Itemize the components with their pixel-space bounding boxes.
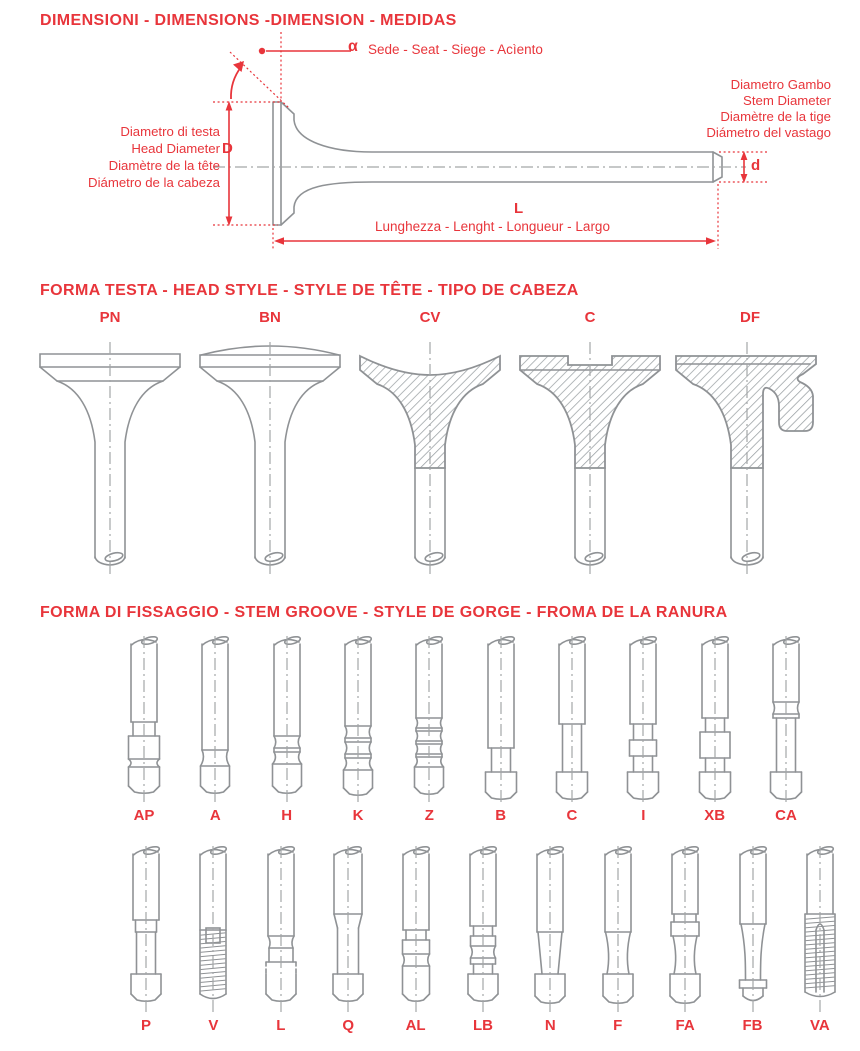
head-style-figures [30,308,830,582]
head-style-drawing-PN [30,334,190,582]
stem-groove-label: Z [424,807,434,824]
stem-groove-drawing-VA [788,844,852,1016]
head-style-title: FORMA TESTA - HEAD STYLE - STYLE DE TÊTE - TIPO DE CABEZA [40,282,579,299]
stem-groove-row-1 [112,634,818,826]
stem-groove-figure [611,634,675,826]
stem-groove-label: CA [775,807,797,824]
head-diameter-letter: D [222,140,233,157]
valve-outline [213,102,746,225]
stem-groove-drawing-AL [384,844,448,1016]
stem-groove-drawing-I [611,634,675,806]
stem-groove-drawing-V [181,844,245,1016]
alpha-symbol: α [348,38,358,55]
stem-groove-figure [540,634,604,826]
stem-groove-drawing-H [255,634,319,806]
stem-groove-figure [586,844,650,1036]
head-style-figure [510,308,670,582]
stem-groove-figure [653,844,717,1036]
head-style-label: CV [419,309,441,326]
stem-groove-label: Q [342,1017,354,1034]
stem-groove-label: A [209,807,221,824]
stem-groove-drawing-B [469,634,533,806]
stem-groove-label: L [276,1017,286,1034]
stem-groove-drawing-L [249,844,313,1016]
stem-groove-drawing-Q [316,844,380,1016]
stem-diameter-line: Diamètre de la tige [720,109,831,124]
stem-groove-label: F [613,1017,623,1034]
stem-groove-drawing-A [183,634,247,806]
stem-groove-drawing-K [326,634,390,806]
stem-groove-label: H [281,807,293,824]
stem-groove-label: C [566,807,578,824]
head-style-label: PN [99,309,121,326]
stem-groove-figure [183,634,247,826]
stem-groove-drawing-CA [754,634,818,806]
stem-groove-drawing-AP [112,634,176,806]
stem-groove-figure [754,634,818,826]
head-diameter-labels [40,123,220,191]
stem-groove-figure [249,844,313,1036]
head-style-figure [670,308,830,582]
stem-groove-label: B [495,807,507,824]
stem-diameter-letter: d [751,157,761,174]
length-label: Lunghezza - Lenght - Longueur - Largo [375,219,610,234]
stem-groove-figure [451,844,515,1036]
stem-groove-label: XB [704,807,726,824]
stem-groove-figure [384,844,448,1036]
head-style-figure [190,308,350,582]
stem-groove-label: I [641,807,646,824]
head-diameter-line: Diametro di testa [120,124,220,139]
head-style-figure [350,308,510,582]
stem-groove-label: LB [472,1017,493,1034]
head-diameter-line: Diámetro de la cabeza [88,175,220,190]
stem-groove-figure [788,844,852,1036]
stem-diameter-line: Stem Diameter [743,93,831,108]
stem-diameter-labels [706,77,831,141]
head-style-label: DF [740,309,760,326]
length-letter: L [514,200,524,217]
stem-groove-figure [326,634,390,826]
stem-groove-figure [112,634,176,826]
stem-groove-figure [518,844,582,1036]
stem-diameter-line: Diametro Gambo [730,77,831,92]
stem-groove-label: AP [133,807,155,824]
head-diameter-line: Diamètre de la tête [108,158,220,173]
stem-groove-label: K [352,807,364,824]
stem-groove-drawing-F [586,844,650,1016]
stem-groove-drawing-P [114,844,178,1016]
head-style-drawing-BN [190,334,350,582]
stem-groove-figure [469,634,533,826]
stem-groove-figure [114,844,178,1036]
dimension-lines [213,32,768,249]
stem-groove-figure [316,844,380,1036]
stem-groove-label: AL [405,1017,426,1034]
stem-groove-label: FA [675,1017,695,1034]
stem-groove-label: V [208,1017,219,1034]
stem-groove-drawing-FB [721,844,785,1016]
stem-groove-drawing-XB [683,634,747,806]
stem-groove-label: FB [742,1017,763,1034]
stem-groove-figure [721,844,785,1036]
stem-groove-drawing-C [540,634,604,806]
stem-groove-figure [255,634,319,826]
stem-groove-label: VA [810,1017,830,1034]
stem-groove-label: N [544,1017,556,1034]
head-style-figure [30,308,190,582]
stem-groove-drawing-FA [653,844,717,1016]
stem-groove-figure [181,844,245,1036]
stem-groove-figure [683,634,747,826]
stem-groove-row-2 [114,844,852,1036]
stem-groove-title: FORMA DI FISSAGGIO - STEM GROOVE - STYLE DE GORGE - FROMA DE LA RANURA [40,604,728,621]
head-style-drawing-C [510,334,670,582]
seat-label: Sede - Seat - Siege - Acìento [368,42,543,57]
head-diameter-line: Head Diameter [131,141,220,156]
head-style-label: BN [259,309,281,326]
head-style-drawing-DF [670,334,830,582]
stem-groove-drawing-N [518,844,582,1016]
stem-diameter-line: Diámetro del vastago [706,125,831,140]
stem-groove-label: P [140,1017,151,1034]
head-style-label: C [584,309,596,326]
stem-groove-drawing-LB [451,844,515,1016]
dimensions-title: DIMENSIONI - DIMENSIONS -DIMENSION - MEDIDAS [40,12,457,29]
head-style-drawing-CV [350,334,510,582]
stem-groove-figure [397,634,461,826]
stem-groove-drawing-Z [397,634,461,806]
